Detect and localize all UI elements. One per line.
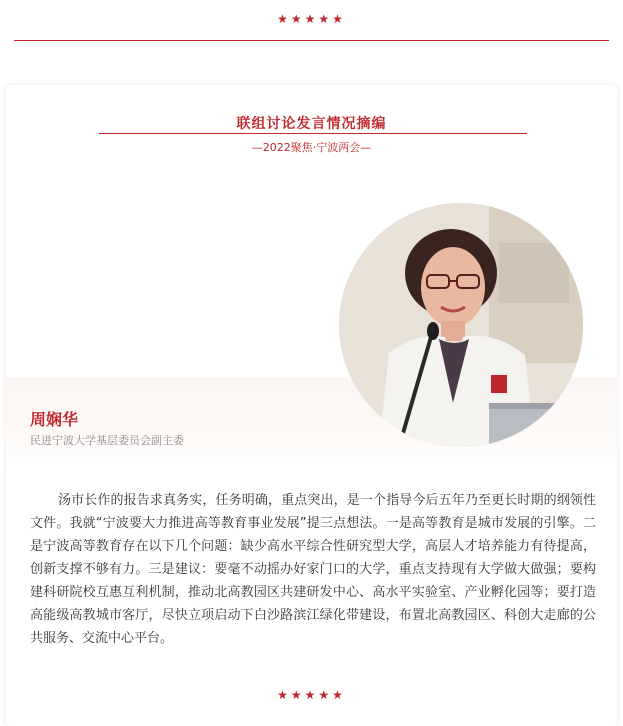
speaker-name: 周娴华 [30,410,79,429]
bottom-stars-decoration: ★★★★★ [277,688,346,702]
card-subtitle: —2022聚焦·宁波两会— [251,141,372,154]
article-card [6,85,617,726]
speaker-photo [339,203,583,447]
top-stars-decoration: ★★★★★ [277,12,346,26]
article-paragraph: 汤市长作的报告求真务实，任务明确，重点突出，是一个指导今后五年乃至更长时期的纲领性文件。我就“宁波要大力推进高等教育事业发展”提三点想法。一是高等教育是城市发展的引擎。二是宁波高等教育存在以下几个问题：缺少高水平综合性研究型大学，高层人才培养能力有待提高，创新支撑不够有力。三是建议：要毫不动摇办好家门口的大学，重点支持现有大学做大做强；要构建科研院校互惠互利机制，推动北高教园区共建研发中心、高水平实验室、产业孵化园等；要打造高能级高教城市客厅，尽快立项启动下白沙路滨江绿化带建设，布置北高教园区、科创大走廊的公共服务、交流中心平台。 [30,493,596,646]
speaker-role: 民进宁波大学基层委员会副主委 [30,434,184,447]
speaker-portrait-icon [339,203,583,447]
card-title: 联组讨论发言情况摘编 [236,116,387,132]
top-divider [14,40,609,41]
title-divider [99,133,527,134]
